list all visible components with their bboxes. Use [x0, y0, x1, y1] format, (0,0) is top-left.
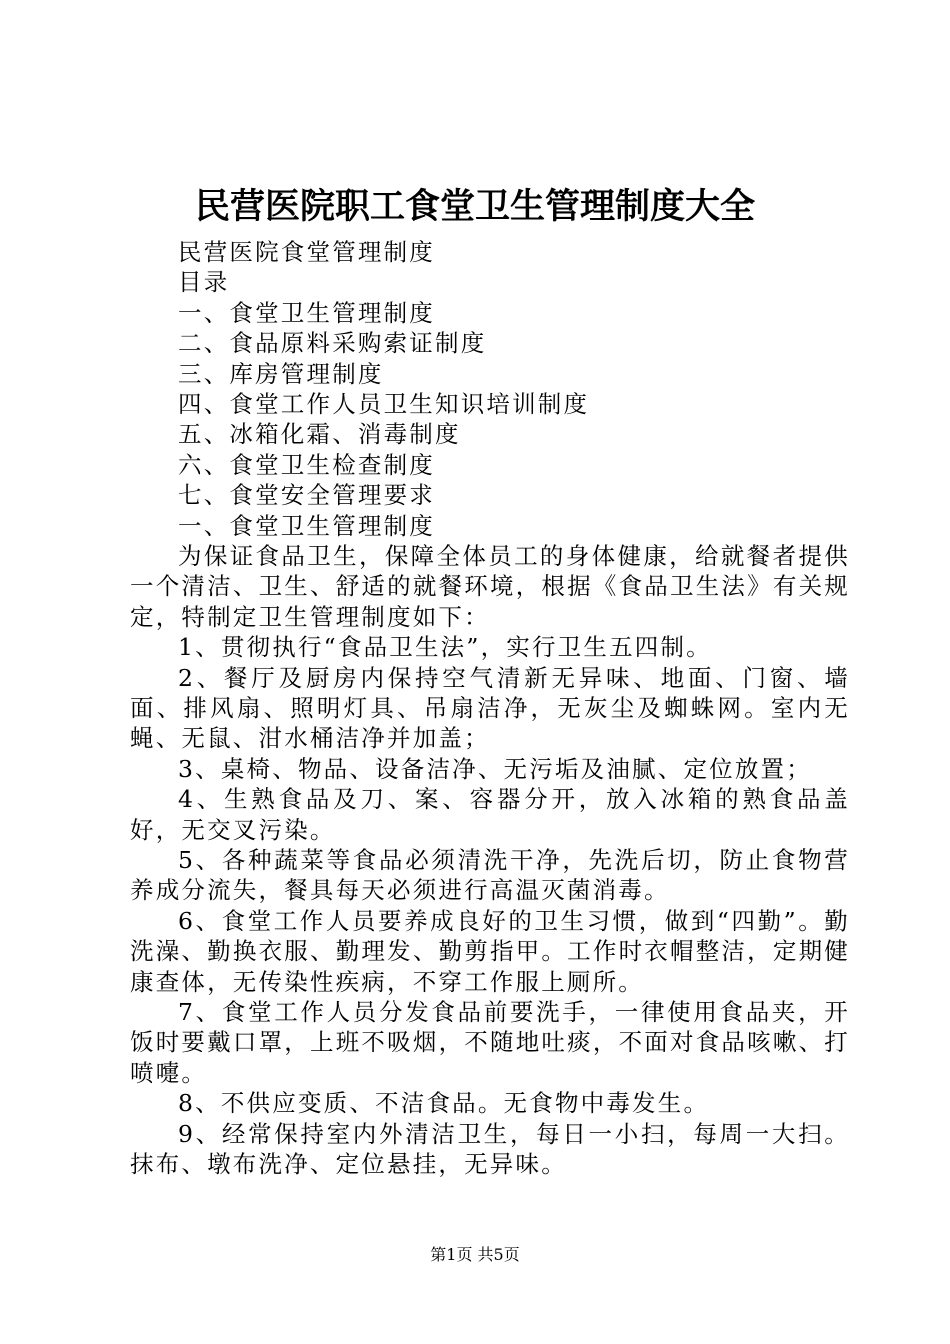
rule-paragraph: 2、餐厅及厨房内保持空气清新无异味、地面、门窗、墙面、排风扇、照明灯具、吊扇洁净，无灰尘及蜘蛛网。室内无蝇、无鼠、泔水桶洁净并加盖； [130, 663, 850, 753]
toc-item: 一、食堂卫生管理制度 [178, 298, 435, 327]
toc-item: 三、库房管理制度 [178, 359, 384, 388]
toc-label: 目录 [178, 268, 230, 297]
toc-item: 五、冰箱化霜、消毒制度 [178, 420, 461, 449]
toc-heading: 民营医院食堂管理制度 [178, 238, 435, 266]
intro-paragraph: 为保证食品卫生，保障全体员工的身体健康，给就餐者提供一个清洁、卫生、舒适的就餐环境，根据《食品卫生法》有关规定，特制定卫生管理制度如下： [130, 541, 850, 631]
document-body [130, 237, 850, 1179]
toc-item: 四、食堂工作人员卫生知识培训制度 [178, 389, 590, 418]
document-title: 民营医院职工食堂卫生管理制度大全 [194, 186, 755, 227]
section-heading: 一、食堂卫生管理制度 [178, 511, 435, 540]
rule-paragraph: 7、食堂工作人员分发食品前要洗手，一律使用食品夹，开饭时要戴口罩，上班不吸烟，不随地吐痰，不面对食品咳嗽、打喷嚏。 [130, 998, 850, 1087]
toc-item: 二、食品原料采购索证制度 [178, 329, 487, 358]
rule-paragraph: 6、食堂工作人员要养成良好的卫生习惯，做到“四勤”。勤洗澡、勤换衣服、勤理发、勤剪指甲。工作时衣帽整洁，定期健康查体，无传染性疾病，不穿工作服上厕所。 [130, 906, 850, 996]
rule-paragraph: 3、桌椅、物品、设备洁净、无污垢及油腻、定位放置； [178, 754, 812, 783]
rule-paragraph: 8、不供应变质、不洁食品。无食物中毒发生。 [178, 1089, 710, 1118]
page-footer: 第1页 共5页 [430, 1245, 520, 1264]
rule-paragraph: 5、各种蔬菜等食品必须清洗干净，先洗后切，防止食物营养成分流失，餐具每天必须进行高温灭菌消毒。 [130, 845, 850, 905]
rule-paragraph: 4、生熟食品及刀、案、容器分开，放入冰箱的熟食品盖好，无交叉污染。 [130, 785, 850, 844]
rule-paragraph: 1、贯彻执行“食品卫生法”，实行卫生五四制。 [178, 633, 712, 662]
toc-item: 六、食堂卫生检查制度 [178, 450, 435, 479]
toc-item: 七、食堂安全管理要求 [178, 481, 435, 510]
rule-paragraph: 9、经常保持室内外清洁卫生，每日一小扫，每周一大扫。抹布、墩布洗净、定位悬挂，无异味。 [130, 1119, 850, 1179]
